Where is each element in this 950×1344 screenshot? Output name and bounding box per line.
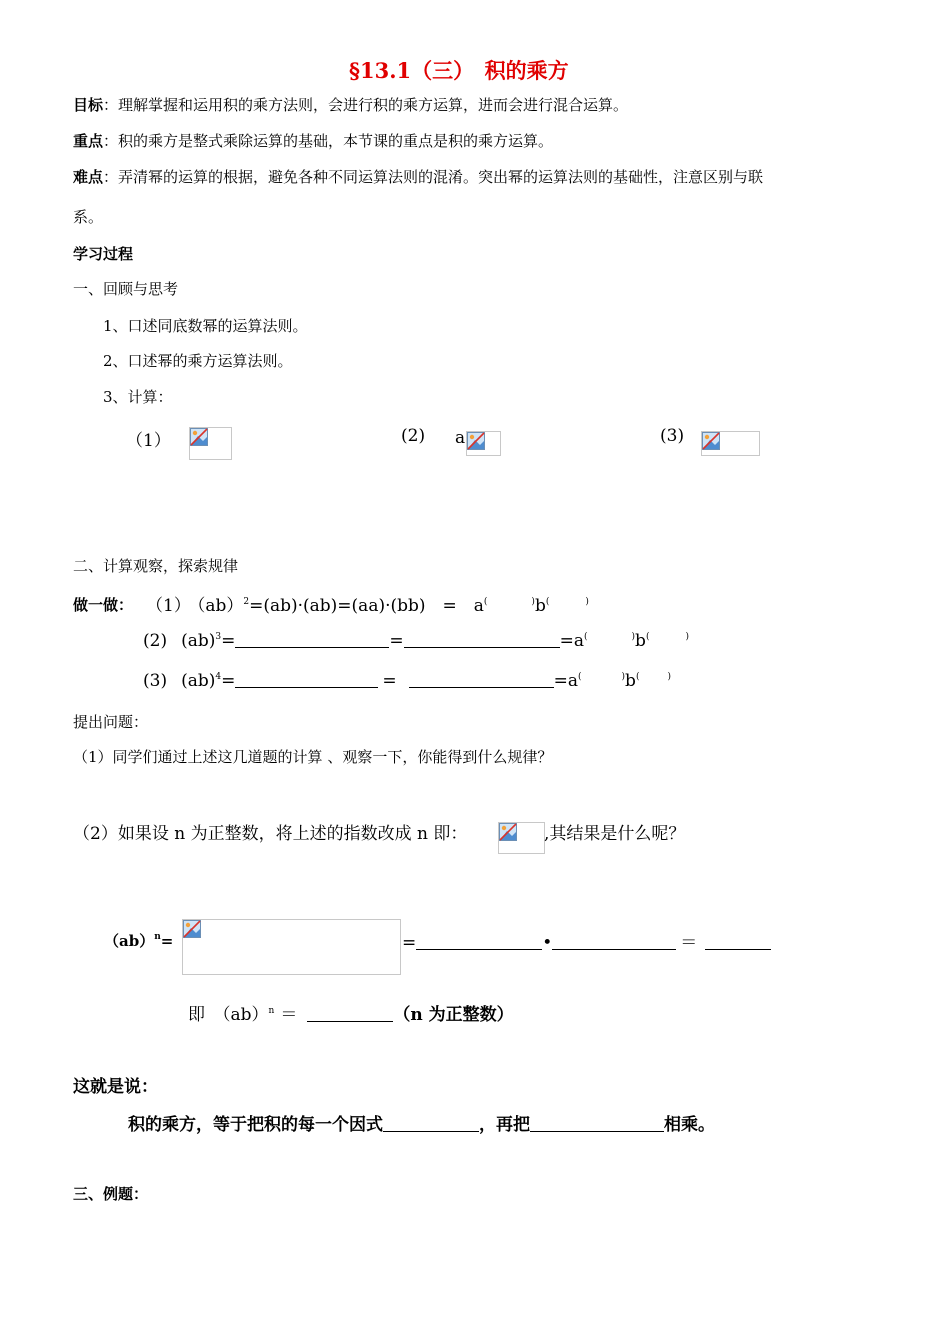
formula-image-2: [466, 431, 501, 456]
row2-b-paren-open: (: [645, 632, 650, 642]
row2-b-paren-close: ): [685, 632, 689, 642]
row2-a: =a: [559, 631, 585, 651]
row3-b: b: [625, 671, 636, 691]
row2-exponent: 3: [215, 632, 222, 642]
question-1: （1）同学们通过上述这几道题的计算 、观察一下，你能得到什么规律？: [73, 748, 553, 766]
row1-expression: [146, 591, 589, 616]
row3-expression: [143, 671, 671, 691]
row1-a-paren-close: ): [531, 597, 535, 607]
row1-b: b: [534, 596, 546, 616]
key-text: ：积的乘方是整式乘除运算的基础，本节课的重点是积的乘方运算。: [103, 132, 554, 150]
difficulty-line: [73, 166, 763, 187]
ie-prefix: 即 （ab）: [188, 1005, 269, 1025]
row2-b: b: [635, 631, 646, 651]
general-exponent: n: [154, 932, 161, 942]
general-dot: •: [542, 933, 553, 953]
broken-image-icon: [190, 428, 208, 446]
difficulty-text: ：弄清幂的运算的根据，避免各种不同运算法则的混淆。突出幂的运算法则的基础性，注意区别与联: [103, 168, 764, 186]
rule-part-2: ，再把: [479, 1115, 530, 1135]
goal-label: 目标: [73, 96, 104, 114]
row2-a-paren-close: ): [631, 632, 636, 642]
row2-blank-1[interactable]: [235, 646, 389, 648]
difficulty-continued: 系。: [73, 208, 104, 226]
section-2-heading: 二、计算观察，探索规律: [73, 557, 239, 575]
section-3-heading: 三、例题：: [73, 1185, 149, 1203]
row2-number: (2): [143, 631, 168, 651]
do-label: 做一做：: [73, 596, 134, 614]
row1-b-paren-close: ): [585, 597, 589, 607]
row3-b-paren-close: ): [667, 672, 671, 682]
general-rhs: [402, 928, 771, 953]
row1-base: （ab）: [196, 596, 244, 616]
difficulty-label: 难点: [73, 168, 104, 186]
calc-label-3: (3): [660, 426, 685, 446]
rule-blank-1[interactable]: [383, 1130, 479, 1132]
ie-exponent: n: [268, 1006, 275, 1016]
row2-expression: [143, 631, 689, 651]
question-heading: 提出问题：: [73, 713, 149, 731]
row2-a-paren-open: (: [584, 632, 588, 642]
row3-a: =a: [553, 671, 579, 691]
row2-blank-2[interactable]: [404, 646, 560, 648]
general-eq3: ＝: [680, 933, 698, 953]
formula-image-3: [701, 431, 760, 456]
review-item-3: 3、计算：: [103, 388, 173, 406]
page-title: §13.1（三） 积的乘方: [349, 58, 569, 83]
general-eq: =: [160, 932, 174, 950]
ie-blank[interactable]: [307, 1020, 393, 1022]
review-item-1: 1、口述同底数幂的运算法则。: [103, 317, 308, 335]
rule-blank-2[interactable]: [530, 1130, 664, 1132]
row3-a-paren-close: ): [621, 672, 626, 682]
goal-text: ：理解掌握和运用积的乘方法则，会进行积的乘方运算，进而会进行混合运算。: [103, 96, 629, 114]
row3-a-paren-open: (: [578, 672, 582, 682]
ie-line: [188, 1000, 514, 1025]
row1-b-paren-open: (: [545, 597, 550, 607]
row3-b-paren-open: (: [635, 672, 640, 682]
row3-exponent: 4: [215, 672, 222, 682]
review-item-2: 2、口述幂的乘方运算法则。: [103, 352, 293, 370]
row3-blank-1[interactable]: [235, 686, 378, 688]
general-blank-1[interactable]: [416, 948, 542, 950]
calc-label-2: (2): [401, 426, 426, 446]
broken-image-icon: [702, 432, 720, 450]
process-heading: 学习过程: [73, 245, 134, 263]
row2-eq2: =: [389, 631, 404, 651]
formula-image-4: [498, 822, 545, 854]
calc-label-1: （1）: [126, 431, 171, 451]
row3-eq: =: [221, 671, 236, 691]
calc-var-a: a: [455, 428, 466, 448]
row2-eq: =: [221, 631, 236, 651]
rule-line: [128, 1110, 715, 1135]
question-2-suffix: ,其结果是什么呢？: [544, 824, 686, 844]
rule-part-3: 相乘。: [664, 1115, 715, 1135]
row3-eq2: =: [382, 671, 397, 691]
row1-equation: =(ab)·(ab)=(aa)·(bb) = a: [249, 596, 484, 616]
general-base: （ab）$^n$=: [104, 932, 174, 950]
row1-number: （1）: [146, 596, 191, 616]
question-2-prefix: （2）如果设 n 为正整数，将上述的指数改成 n 即：: [73, 824, 468, 844]
ie-suffix: （n 为正整数）: [393, 1005, 514, 1025]
broken-image-icon: [467, 432, 485, 450]
section-1-heading: 一、回顾与思考: [73, 280, 179, 298]
key-line: [73, 130, 553, 151]
broken-image-icon: [183, 920, 201, 938]
broken-image-icon: [499, 823, 517, 841]
row3-blank-2[interactable]: [409, 686, 554, 688]
row3-base: (ab): [181, 671, 216, 691]
ie-eq: ＝: [280, 1005, 298, 1025]
key-label: 重点: [73, 132, 104, 150]
formula-image-1: [189, 427, 232, 460]
general-blank-2[interactable]: [552, 948, 676, 950]
formula-image-5: [182, 919, 401, 975]
row1-a-paren-open: (: [483, 597, 488, 607]
row1-exponent: 2: [243, 597, 250, 607]
row2-base: (ab): [181, 631, 216, 651]
row3-number: (3): [143, 671, 168, 691]
general-eq2: =: [402, 933, 417, 953]
general-blank-3[interactable]: [705, 948, 771, 950]
that-is-heading: 这就是说：: [73, 1077, 158, 1097]
rule-part-1: 积的乘方，等于把积的每一个因式: [128, 1115, 383, 1135]
goal-line: [73, 94, 628, 115]
